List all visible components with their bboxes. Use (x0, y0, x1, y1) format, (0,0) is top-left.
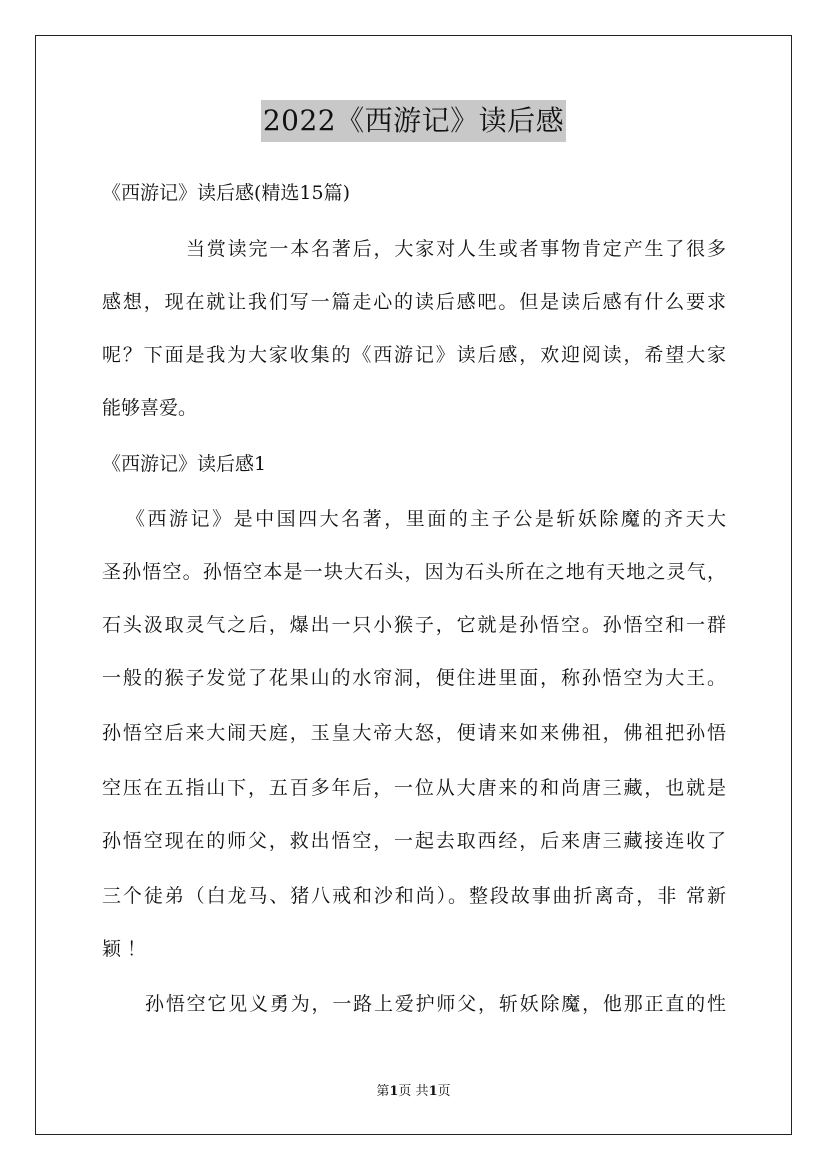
footer-mid: 页 共 (398, 1084, 429, 1099)
intro-line-2: 感想，现在就让我们写一篇走心的读后感吧。但是读后感有什么要求 (102, 291, 726, 313)
intro-line-4: 能够喜爱。 (102, 397, 198, 419)
body2-line-1: 孙悟空它见义勇为，一路上爱护师父，斩妖除魔，他那正直的性 (145, 993, 726, 1015)
body-line-4: 一般的猴子发觉了花果山的水帘洞，便住进里面，称孙悟空为大王。 (102, 667, 726, 689)
body-line-2: 圣孙悟空。孙悟空本是一块大石头，因为石头所在之地有天地之灵气， (102, 561, 726, 583)
footer-prefix: 第 (376, 1084, 390, 1099)
body-line-6: 空压在五指山下，五百多年后，一位从大唐来的和尚唐三藏，也就是 (102, 777, 726, 799)
body-line-5: 孙悟空后来大闹天庭，玉皇大帝大怒，便请来如来佛祖，佛祖把孙悟 (102, 722, 726, 744)
page-footer (0, 1083, 827, 1101)
body-line-9: 颖 ！ (102, 938, 147, 960)
document-title: 2022《西游记》读后感 (261, 100, 566, 142)
section-heading: 《西游记》读后感1 (102, 453, 267, 475)
intro-line-1: 当赏读完一本名著后，大家对人生或者事物肯定产生了很多 (186, 238, 726, 260)
body-line-7: 孙悟空现在的师父，救出悟空，一起去取西经，后来唐三藏接连收了 (102, 830, 726, 852)
body-line-1: 《西游记》是中国四大名著，里面的主子公是斩妖除魔的齐天大 (126, 508, 726, 530)
document-subtitle: 《西游记》读后感(精选15篇) (102, 182, 351, 204)
footer-suffix: 页 (437, 1084, 451, 1099)
intro-line-3: 呢？下面是我为大家收集的《西游记》读后感，欢迎阅读，希望大家 (102, 344, 726, 366)
body-line-3: 石头汲取灵气之后，爆出一只小猴子，它就是孙悟空。孙悟空和一群 (102, 614, 726, 636)
footer-page-total: 1 (428, 1084, 438, 1099)
body-line-8: 三个徒弟（白龙马、猪八戒和沙和尚）。整段故事曲折离奇，非 常新 (102, 885, 726, 907)
footer-page-current: 1 (389, 1084, 399, 1099)
title-container (0, 100, 827, 142)
